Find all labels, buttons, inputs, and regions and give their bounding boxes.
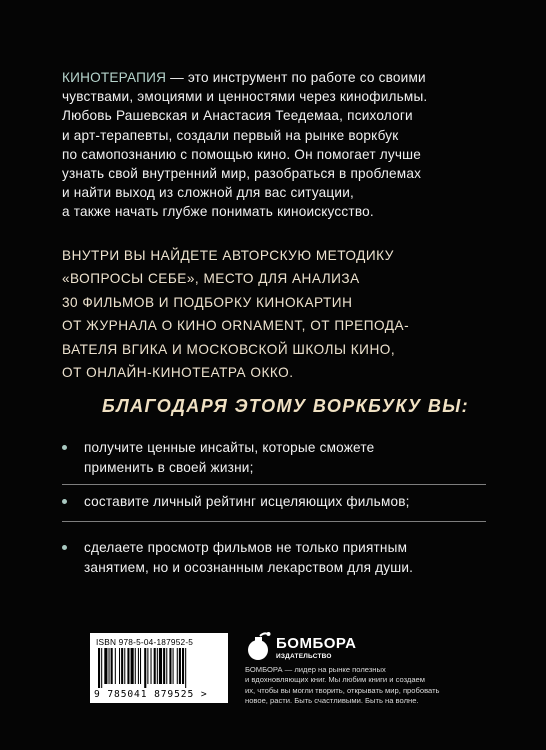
barcode-bar [119,648,120,684]
barcode-bar [185,648,186,688]
barcode-bar [127,648,129,684]
benefit-line: применить в своей жизни; [84,460,254,475]
publisher-about-line: новое, расти. Быть счастливыми. Быть на волне. [245,696,419,706]
intro-line [62,68,502,87]
barcode-bar [147,648,148,684]
bullet-dot-icon [62,499,67,504]
intro-line: по самопознанию с помощью кино. Он помогает лучше [62,146,421,162]
barcode-bar [157,648,158,684]
publisher-about-line: БОМБОРА — лидер на рынке полезных [245,665,386,674]
publisher-about-line: их, чтобы вы могли творить, открывать мир, пробовать [245,685,440,695]
benefit-line: получите ценные инсайты, которые сможете [84,440,375,455]
intro-line: узнать свой внутренний мир, разобраться в проблемах [62,166,422,182]
barcode-bar [163,648,165,684]
intro-line: и арт-терапевты, создали первый на рынке воркбук [62,127,399,143]
inside-line: 30 ФИЛЬМОВ И ПОДБОРКУ КИНОКАРТИН [62,294,353,310]
barcode-bar [135,648,136,684]
barcode-bar [144,648,146,688]
inside-line: ОТ ЖУРНАЛА О КИНО ORNAMENT, ОТ ПРЕПОДА- [62,318,410,334]
benefit-divider [62,521,486,522]
barcode-bar [98,648,100,688]
barcode-bar [151,648,152,684]
barcode-bar [166,648,167,684]
isbn-number: ISBN 978-5-04-187952-5 [96,637,194,647]
barcode-bar [101,648,102,688]
benefit-line: составите личный рейтинг исцеляющих фильмов; [84,494,410,509]
barcode-bar [169,648,171,684]
inside-line: ВАТЕЛЯ ВГИКА И МОСКОВСКОЙ ШКОЛЫ КИНО, [62,341,396,357]
inside-line: ОТ ОНЛАЙН-КИНОТЕАТРА ОККО. [62,365,294,381]
barcode-bar [115,648,116,684]
inside-line: «ВОПРОСЫ СЕБЕ», МЕСТО ДЛЯ АНАЛИЗА [62,271,360,287]
barcode-bar [131,648,134,684]
barcode-bar [177,648,178,684]
publisher-about [245,665,515,707]
barcode-digits: 9 785041 879525 > [94,689,208,700]
benefit-item [62,538,512,578]
intro-line: Любовь Рашевская и Анастасия Теедемаа, психологи [62,108,413,124]
benefits-list [62,438,512,578]
inside-line: ВНУТРИ ВЫ НАЙДЕТЕ АВТОРСКУЮ МЕТОДИКУ [62,248,394,263]
intro-accent-word: КИНОТЕРАПИЯ [62,70,167,85]
benefits-headline: БЛАГОДАРЯ ЭТОМУ ВОРКБУКУ ВЫ: [102,396,470,416]
barcode-bar [138,648,139,684]
barcode-bar [179,648,181,684]
barcode-bar [124,648,125,684]
isbn-barcode [90,633,228,703]
intro-paragraph [62,68,502,222]
barcode-bar [140,648,141,684]
intro-first-line-rest: — это инструмент по работе со своими [166,70,426,85]
barcode-bar [104,648,107,684]
intro-line: а также начать глубже понимать киноискусство. [62,204,374,220]
barcode-bar [159,648,162,684]
barcode-bar [173,648,174,684]
barcode-bar [182,648,184,684]
bullet-dot-icon [62,445,67,450]
bullet-dot-icon [62,545,67,550]
barcode-bar [111,648,113,684]
benefit-divider [62,484,486,485]
barcode-bar [121,648,123,684]
benefit-line: занятием, но и осознанным лекарством для души. [84,560,414,575]
barcode-bar [154,648,156,684]
barcode-bars [96,648,222,688]
benefit-item [62,492,512,512]
benefit-line: сделаете просмотр фильмов не только приятным [84,540,408,555]
publisher-subtitle: ИЗДАТЕЛЬСТВО [276,653,332,660]
publisher-about-line: и вдохновляющих книг. Мы любим книги и создаем [245,675,426,685]
barcode-bar [109,648,110,684]
benefit-item [62,438,512,478]
intro-line: и найти выход из сложной для вас ситуации, [62,185,354,201]
bombora-bomb-icon [245,631,271,661]
inside-paragraph [62,244,502,384]
publisher-name: БОМБОРА [276,635,357,652]
intro-line: чувствами, эмоциями и ценностями через кинофильмы. [62,89,428,105]
